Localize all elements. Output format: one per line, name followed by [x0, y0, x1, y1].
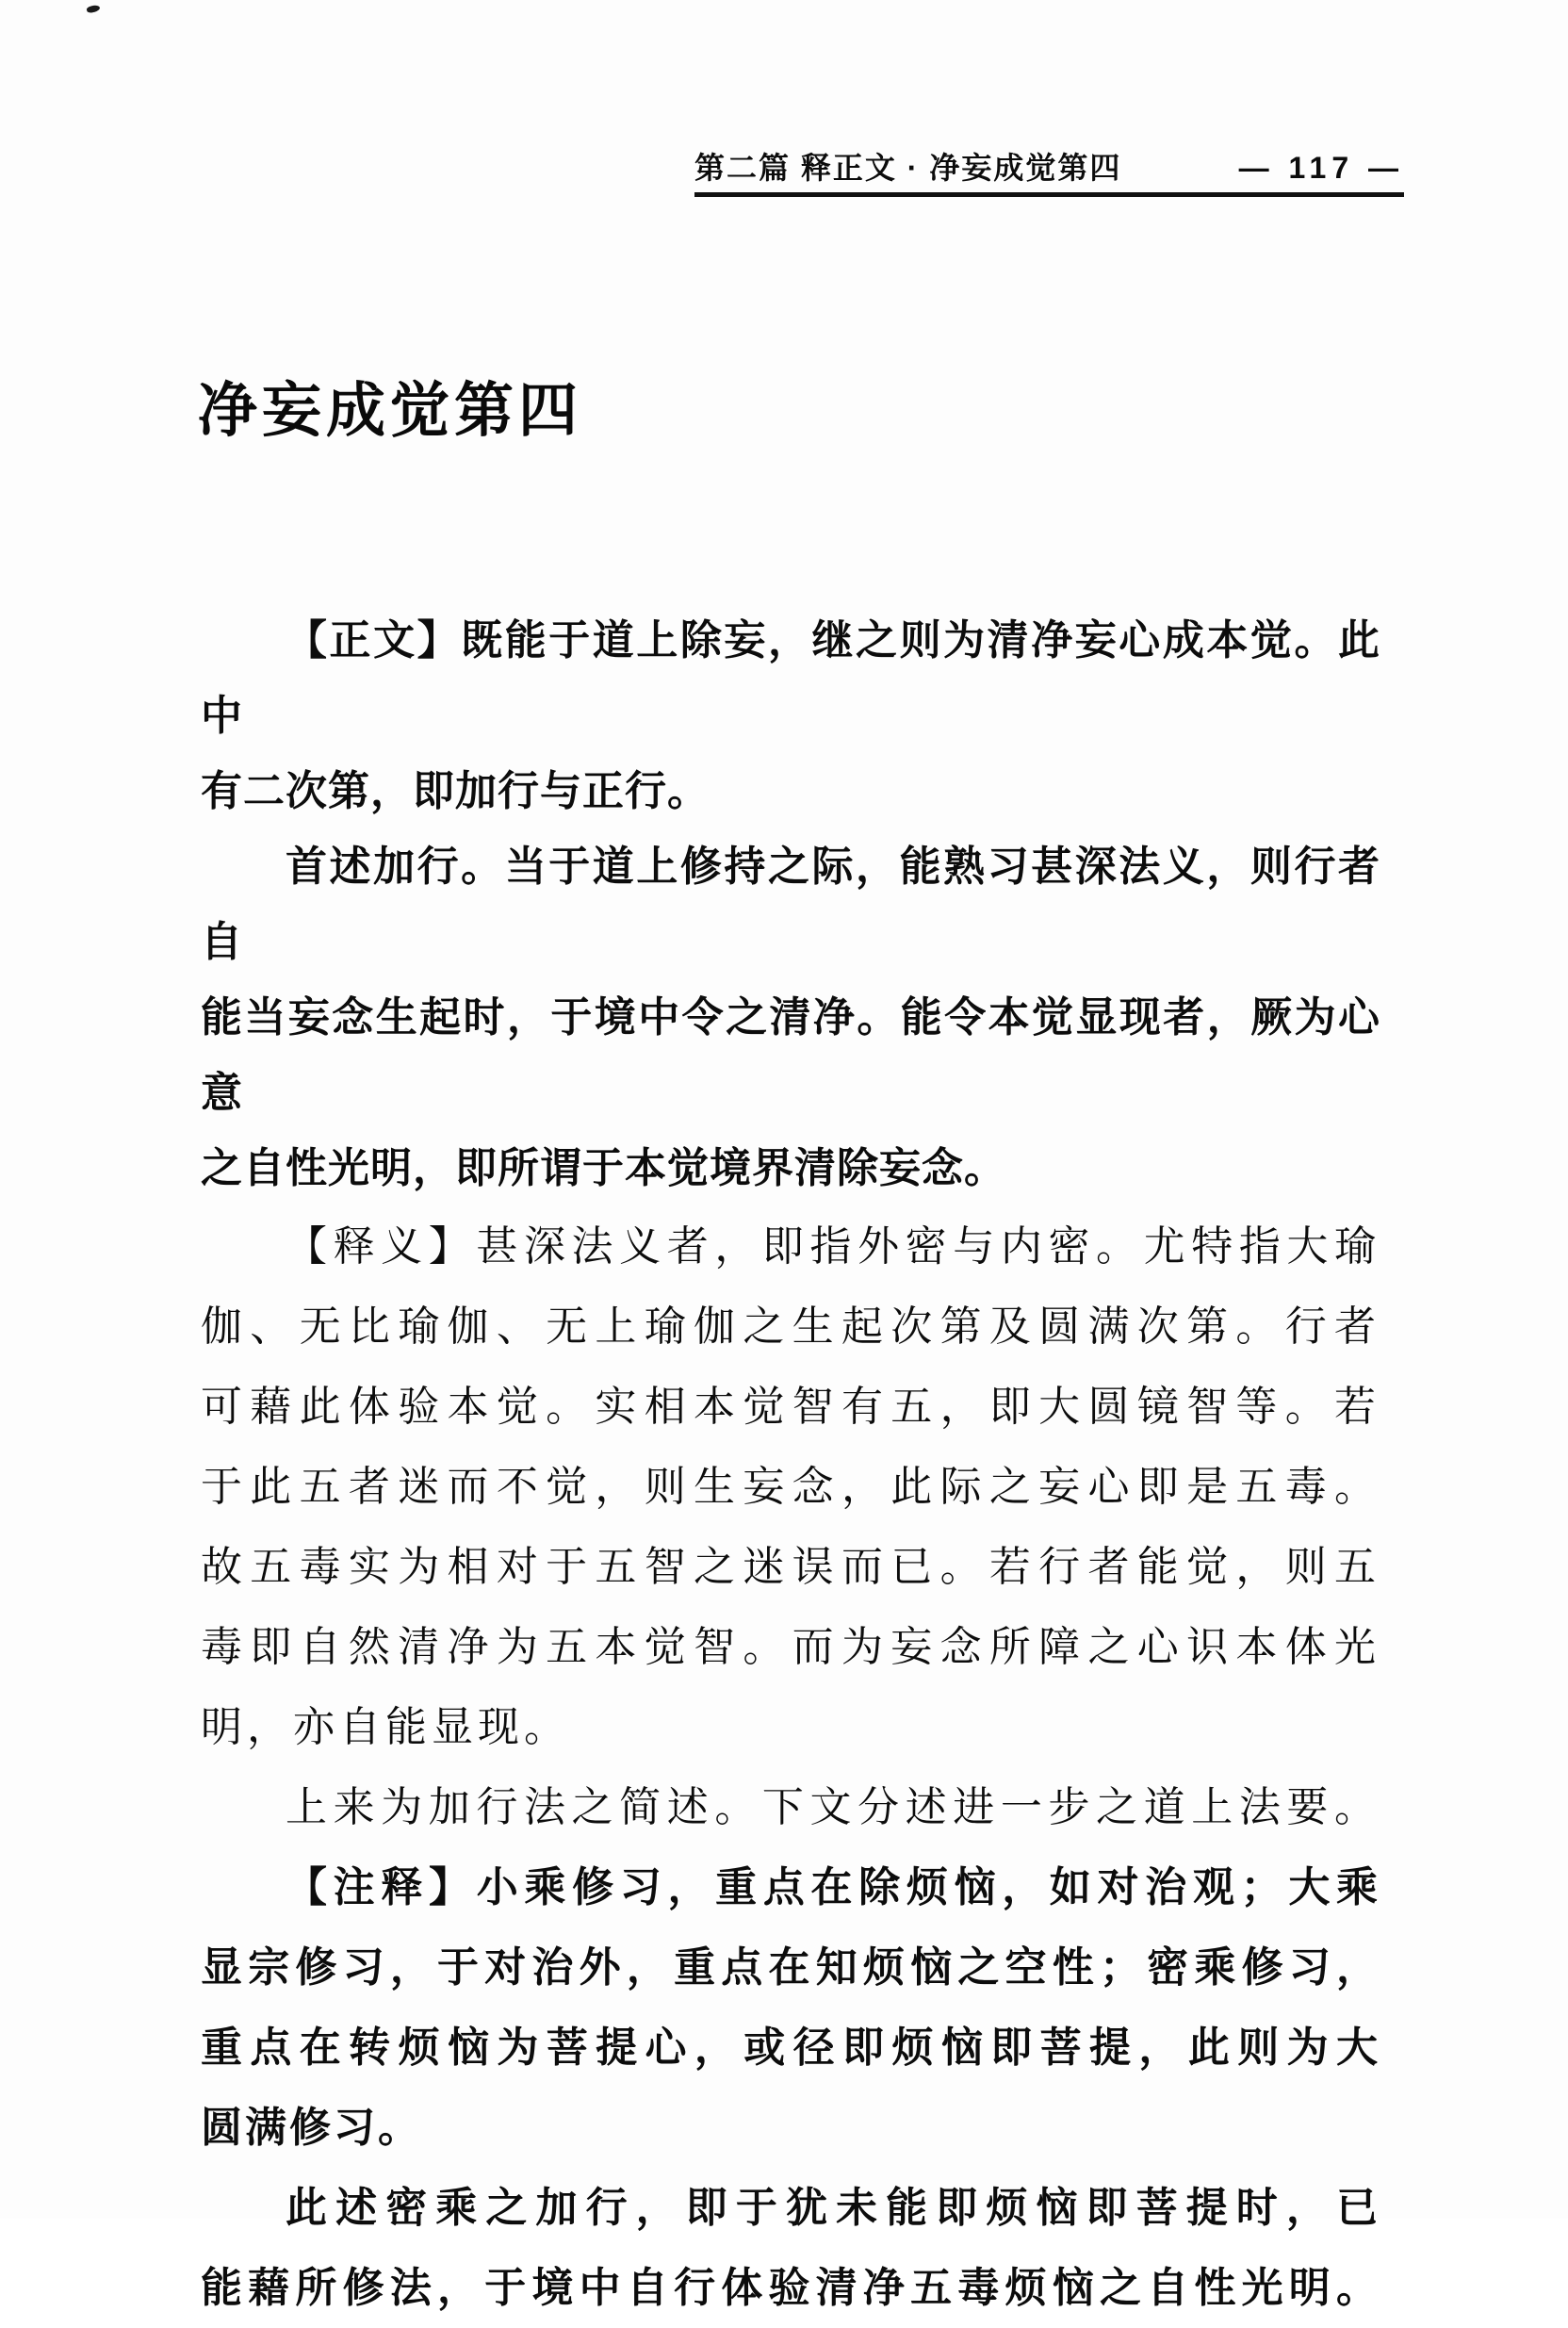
text-line: 伽、无比瑜伽、无上瑜伽之生起次第及圆满次第。行者	[201, 1303, 1380, 1351]
text-line: 此述密乘之加行，即于犹未能即烦恼即菩提时，已	[286, 2185, 1380, 2231]
text-line: 【释义】甚深法义者，即指外密与内密。尤特指大瑜	[286, 1222, 1380, 1271]
body-text	[201, 603, 1380, 2328]
text-line: 上来为加行法之简述。下文分述进一步之道上法要。	[286, 1783, 1380, 1831]
paragraph	[201, 603, 1380, 829]
running-header	[694, 151, 1404, 197]
paragraph	[201, 1847, 1380, 2168]
running-header-section: 第二篇 释正文 · 净妄成觉第四	[694, 151, 1122, 185]
text-line: 【正文】既能于道上除妄，继之则为清净妄心成本觉。此中	[201, 617, 1380, 739]
chapter-title: 净妄成觉第四	[198, 378, 582, 444]
running-header-page-number: — 117 —	[1238, 151, 1404, 185]
text-line: 能藉所修法，于境中自行体验清净五毒烦恼之自性光明。	[201, 2265, 1380, 2311]
text-line: 重点在转烦恼为菩提心，或径即烦恼即菩提，此则为大	[201, 2025, 1380, 2071]
text-line: 有二次第，即加行与正行。	[201, 768, 710, 814]
text-line: 之自性光明，即所谓于本觉境界清除妄念。	[201, 1145, 1006, 1191]
text-line: 可藉此体验本觉。实相本觉智有五，即大圆镜智等。若	[201, 1383, 1380, 1431]
text-line: 显宗修习，于对治外，重点在知烦恼之空性；密乘修习，	[201, 1944, 1380, 1991]
text-line: 于此五者迷而不觉，则生妄念，此际之妄心即是五毒。	[201, 1463, 1380, 1511]
text-line: 毒即自然清净为五本觉智。而为妄念所障之心识本体光	[201, 1623, 1380, 1671]
paragraph	[201, 829, 1380, 1206]
paragraph	[201, 2168, 1380, 2328]
text-line: 明，亦自能显现。	[201, 1703, 570, 1751]
text-line: 故五毒实为相对于五智之迷误而已。若行者能觉，则五	[201, 1543, 1380, 1591]
text-line: 【注释】小乘修习，重点在除烦恼，如对治观；大乘	[286, 1864, 1380, 1910]
text-line: 首述加行。当于道上修持之际，能熟习甚深法义，则行者自	[201, 844, 1380, 965]
text-line: 圆满修习。	[201, 2105, 422, 2151]
paragraph	[201, 1767, 1380, 1847]
scan-artifact	[86, 4, 100, 13]
text-line: 能当妄念生起时，于境中令之清净。能令本觉显现者，厥为心意	[201, 994, 1380, 1116]
paragraph	[201, 1206, 1380, 1767]
